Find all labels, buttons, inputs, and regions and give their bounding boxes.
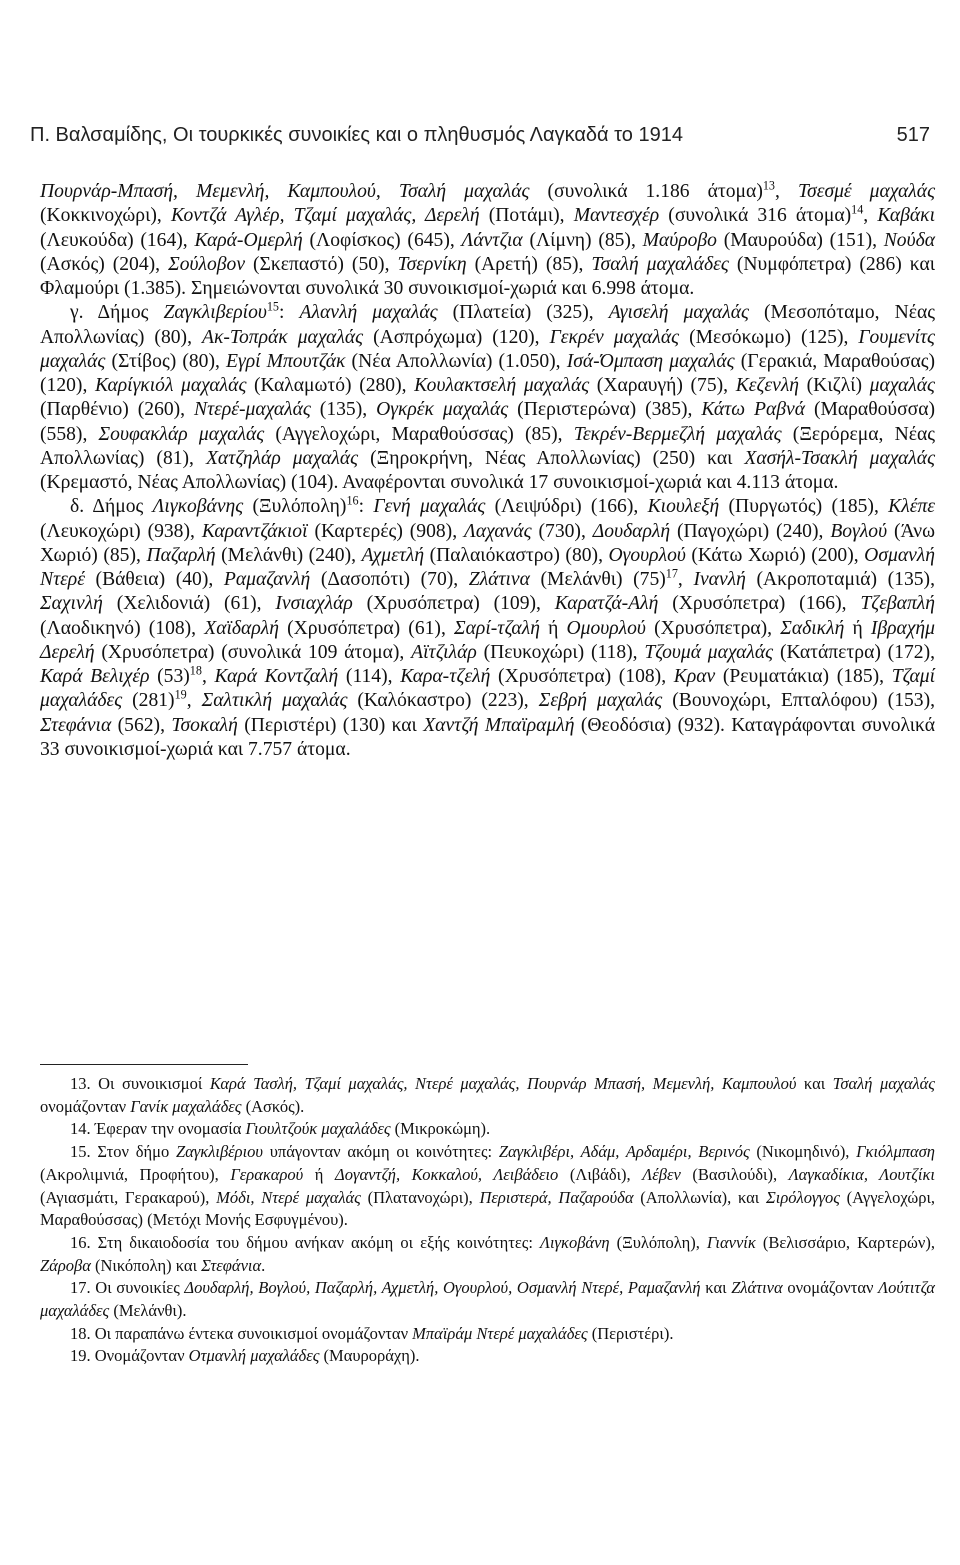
footnote-15: 15. Στον δήμο Ζαγκλιβέριου υπάγονταν ακόμη οι κοινότητες: Ζαγκλιβέρι, Αδάμ, Αρδαμέρι, Βερινός (Νικομηδινό), Γκιόλμπαση (Ακρολιμνιά, Προφήτου), Γερακαρού ή Δογαντζή, Κοκκαλού, Λειβάδειο (Λιβάδι), Λέβεν (Βασιλούδι), Λαγκαδίκια, Λουτζίκι (Αγιασμάτι, Γερακαρού), Μόδι, Ντερέ μαχαλάς (Πλατανοχώρι), Περιστερά, Παζαρούδα (Απολλωνία), και Σιρόλογγος (Αγγελοχώρι, Μαραθούσσας) (Μετόχι Μονής Εσφυγμένου).: [40, 1142, 936, 1230]
footnotes: [40, 1073, 935, 1368]
main-text: [40, 180, 935, 762]
footnote-13: 13. Οι συνοικισμοί Καρά Τασλή, Τζαμί μαχαλάς, Ντερέ μαχαλάς, Πουρνάρ Μπασή, Μεμενλή, Καμπουλού και Τσαλή μαχαλάς ονομάζονταν Γανίκ μαχαλάδες (Ασκός).: [40, 1074, 935, 1116]
footnote-14: 14. Έφεραν την ονομασία Γιουλτζούκ μαχαλάδες (Μικροκώμη).: [70, 1119, 491, 1139]
footnote-18: 18. Οι παραπάνω έντεκα συνοικισμοί ονομάζονταν Μπαϊράμ Ντερέ μαχαλάδες (Περιστέρι).: [70, 1323, 674, 1343]
header-title: Π. Βαλσαμίδης, Οι τουρκικές συνοικίες και ο πληθυσμός Λαγκαδά το 1914: [30, 124, 683, 146]
paragraph-2: γ. Δήμος Ζαγκλιβερίου$^{15}$: Αλανλή μαχαλάς (Πλατεία) (325), Αγισελή μαχαλάς (Μεσοπόταμο, Νέας Απολλωνίας) (80), Ακ-Τοπράκ μαχαλάς (Ασπρόχωμα) (120), Γεκρέν μαχαλάς (Μεσόκωμο) (125), Γουμενίτς μαχαλάς (Στίβος) (80), Εγρί Μπουτζάκ (Νέα Απολλωνία) (1.050), Ισά-Όμπαση μαχαλάς (Γερακιά, Μαραθούσας) (120), Καρίγκιόλ μαχαλάς (Καλαμωτό) (280), Κουλακτσελή μαχαλάς (Χαραυγή) (75), Κεζενλή (Κιζλί) μαχαλάς (Παρθένιο) (260), Ντερέ-μαχαλάς (135), Ογκρέκ μαχαλάς (Περιστερώνα) (385), Κάτω Ραβνά (Μαραθούσσα) (558), Σουφακλάρ μαχαλάς (Αγγελοχώρι, Μαραθούσσας) (85), Τεκρέν-Βερμεζλή μαχαλάς (Ξερόρεμα, Νέας Απολλωνίας) (81), Χατζηλάρ μαχαλάς (Ξηροκρήνη, Νέας Απολλωνίας) (250) και Χασήλ-Τσακλή μαχαλάς (Κρεμαστό, Νέας Απολλωνίας) (104). Αναφέρονται συνολικά 17 συνοικισμοί-χωριά και 4.113 άτομα.: [40, 299, 936, 493]
paragraph-3: δ. Δήμος Λιγκοβάνης $(\Xi\upsilon\lambda ό\pi o\lambda\eta)^{16}$: Γενή μαχαλάς (Λειψύδρι) (166), Κιουλεξή (Πυργωτός) (185), Κλέπε (Λευκοχώρι) (938), Καραντζάκιοϊ (Καρτερές) (908), Λαχανάς (730), Δουδαρλή (Παγοχώρι) (240), Βογλού (Άνω Χωριό) (85), Παζαρλή (Μελάνθι) (240), Αχμετλή (Παλαιόκαστρο) (80), Ογουρλού (Κάτω Χωριό) (200), Οσμανλή Ντερέ (Βάθεια) (40), Ραμαζανλή (Δασοπότι) (70), Ζλάτινα (Μελάνθι) $(75)^{17}$, Ινανλή (Ακροποταμιά) (135), Σαχινλή (Χελιδονιά) (61), Ινσιαχλάρ (Χρυσόπετρα) (109), Καρατζά-Αλή (Χρυσόπετρα) (166), Τζεβαπλή (Λαοδικηνό) (108), Χαϊδαρλή (Χρυσόπετρα) (61), Σαρί-τζαλή ή Ομουρλού (Χρυσόπετρα), Σαδικλή ή Ιβραχήμ Δερελή (Χρυσόπετρα) (συνολικά 109 άτομα), Αϊτζιλάρ (Πευκοχώρι) (118), Τζουμά μαχαλάς (Κατάπετρα) (172), Καρά Βελιχέρ $(53)^{18}$, Καρά Κοντζαλή (114), Καρα-τζελή (Χρυσόπετρα) (108), Κραν (Ρευματάκια) (185), Τζαμί μαχαλάδες $(281)^{19}$, Σαλτικλή μαχαλάς (Καλόκαστρο) (223), Σεβρή μαχαλάς (Βουνοχώρι, Επταλόφου) (153), Στεφάνια (562), Τσοκαλή (Περιστέρι) (130) και Χαντζή Μπαϊραμλή (Θεοδόσια) (932). Καταγράφονται συνολικά 33 συνοικισμοί-χωριά και 7.757 άτομα.: [40, 493, 936, 760]
paragraph-1: Πουρνάρ-Μπασή, Μεμενλή, Καμπουλού, Τσαλή μαχαλάς (συνολικά 1.186 άτομα)$^{13}$, Τσεσμέ μαχαλάς (Κοκκινοχώρι), Κοντζά Αγλέρ, Τζαμί μαχαλάς, Δερελή (Ποτάμι), Μαντεσχέρ (συνολικά 316 άτομα)$^{14}$, Καβάκι (Λευκούδα) (164), Καρά-Ομερλή (Λοφίσκος) (645), Λάντζια (Λίμνη) (85), Μαύροβο (Μαυρούδα) (151), Νούδα (Ασκός) (204), Σούλοβον (Σκεπαστό) (50), Τσερνίκη (Αρετή) (85), Τσαλή μαχαλάδες (Νυμφόπετρα) (286) και Φλαμούρι (1.385). Σημειώνονται συνολικά 30 συνοικισμοί-χωριά και 6.998 άτομα.: [40, 178, 936, 299]
footnote-divider: [40, 1064, 248, 1065]
page-number: 517: [896, 124, 930, 146]
footnote-17: 17. Οι συνοικίες Δουδαρλή, Βογλού, Παζαρλή, Αχμετλή, Ογουρλού, Οσμανλή Ντερέ, Ραμαζανλή και Ζλάτινα ονομάζονταν Λούτιτζα μαχαλάδες (Μελάνθι).: [40, 1278, 935, 1321]
footnote-19: 19. Ονομάζονταν Οτμανλή μαχαλάδες (Μαυροράχη).: [70, 1346, 420, 1366]
running-header: [30, 124, 930, 154]
footnote-16: 16. Στη δικαιοδοσία του δήμου ανήκαν ακόμη οι εξής κοινότητες: Λιγκοβάνη (Ξυλόπολη), Γιαννίκ (Βελισσάριο, Καρτερών), Ζάροβα (Νικόπολη) και Στεφάνια.: [40, 1232, 935, 1275]
